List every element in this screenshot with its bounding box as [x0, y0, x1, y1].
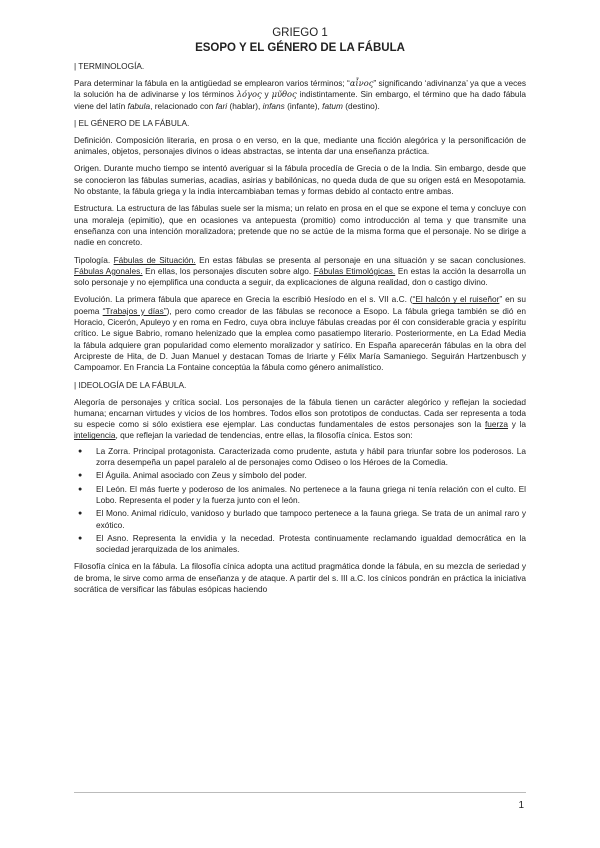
greek-term: μῦθος	[271, 89, 297, 100]
greek-term: λόγος	[236, 89, 262, 100]
character-list	[74, 446, 526, 556]
paragraph-alegoria: Alegoría de personajes y crítica social. Los personajes de la fábula tienen un carácter alegórico y reflejan la sociedad humana; encarnan virtudes y vicios de los hombres. Todos ellos son prototipos de conductas. Cada ser representa a toda su especie como si sólo existiera ese ejemplar. Las conductas fundamentales de estos personajes son la fuerza y la inteligencia, que reflejan la variedad de tendencias, entre ellas, la filosofía cínica. Estos son:	[74, 396, 527, 441]
document-page	[74, 26, 526, 595]
list-item: ● La Zorra. Principal protagonista. Caracterizada como prudente, astuta y hábil para triunfar sobre los poderosos. La zorra desempeña un papel paralelo al de personajes como Odiseo o los Héroes de la Comedia.	[74, 446, 526, 469]
section-heading-genero: | EL GÉNERO DE LA FÁBULA.	[74, 117, 190, 128]
list-item: ● El Águila. Animal asociado con Zeus y símbolo del poder.	[74, 470, 526, 481]
paragraph-filosofia-cinica: Filosofía cínica en la fábula. La filosofía cínica adopta una actitud pragmática donde la fábula, en su mezcla de seriedad y de broma, le sirve como arma de enseñanza y de ataque. A partir del s. III a.C. los cínicos pondrán en práctica la iniciativa socrática de versificar las fábulas esópicas haciendo	[74, 561, 526, 594]
course-header: GRIEGO 1	[272, 27, 328, 39]
list-item: ● El Asno. Representa la envidia y la necedad. Protesta continuamente reclamando igualdad democrática en la sociedad jerarquizada de los animales.	[74, 533, 526, 556]
list-item: ● El Mono. Animal ridículo, vanidoso y burlado que tampoco pertenece a la fauna griega. Se trata de un animal raro y exótico.	[74, 508, 526, 531]
section-heading-terminologia: | TERMINOLOGÍA.	[74, 61, 145, 71]
paragraph-definicion: Definición. Composición literaria, en prosa o en verso, en la que, mediante una ficción alegórica y la personificación de animales, objetos, personajes divinos o ideas abstractas, se intenta dar una enseñanza práctica.	[74, 134, 526, 157]
section-heading-ideologia: | IDEOLOGÍA DE LA FÁBULA.	[74, 379, 187, 390]
page-title: ESOPO Y EL GÉNERO DE LA FÁBULA	[195, 42, 405, 54]
greek-term: αἶνος	[349, 78, 374, 88]
paragraph-tipologia: Tipología. Fábulas de Situación. En estas fábulas se presenta al personaje en una situación y se sacan conclusiones. Fábulas Agonales. En ellas, los personajes discuten sobre algo. Fábulas Etimológicas. En estas la acción la desarrolla un solo personaje y no ejemplifica una conducta a seguir, da explicaciones de alguna realidad, don o castigo divino.	[74, 254, 526, 288]
paragraph-evolucion: Evolución. La primera fábula que aparece en Grecia la escribió Hesíodo en el s. VII a.C. (“El halcón y el ruiseñor” en su poema “Trabajos y días”), pero como creador de las fábulas se reconoce a Esopo. La fábula griega también se dió en Horacio, Cicerón, Apuleyo y en roma en Fedro, cuya obra incluye fábulas creadas por él con considerable gracia y espíritu crítico. Le sigue Babrio, romano helenizado que la emplea como pasatiempo literario. Posteriormente, en La Edad Media la fábula adquiere gran popularidad como elemento moralizador y satírico. En España aparecerán fábulas en la obra del Arcipreste de Hita, de D. Juan Manuel y destacan Tomas de Iriarte y Félix María Samaniego. Seguirán Hartzenbusch y Campoamor. En Francia La Fontaine conceptúa la fábula como género animalístico.	[74, 294, 526, 373]
paragraph-origen: Origen. Durante mucho tiempo se intentó averiguar si la fábula procedía de Grecia o de la India. Sin embargo, desde que se conocieron las fábulas sumerias, acadias, asirias y babilónicas, no queda duda de que su origen está en Mesopotamia. No obstante, la fábula griega y la india intercambiaban temas y formas debido al contacto entre ambas.	[74, 163, 526, 197]
page-number: 1	[518, 800, 524, 811]
paragraph-terminologia: Para determinar la fábula en la antigüedad se emplearon varios términos; “αἶνος” significando ‘adivinanza’ ya que a veces la solución ha de adivinarse y los términos λόγος y μῦθος indistintamente. Sin embargo, el término que ha dado fábula viene del latín fabula, relacionado con fari (hablar), infans (infante), fatum (destino).	[74, 78, 526, 111]
paragraph-estructura: Estructura. La estructura de las fábulas suele ser la misma; un relato en prosa en el que se expone el tema y concluye con una moraleja (epimitio), que en ocasiones va antepuesta (promitio) como introducción al tema y que transmite una enseñanza con una intención moralizadora; pretende que no se actúe de la misma forma que el personaje. No se dirige a nadie en concreto.	[74, 203, 526, 248]
footer-divider	[74, 792, 526, 793]
list-item: ● El León. El más fuerte y poderoso de los animales. No pertenece a la fauna griega ni tenía relación con el culto. El Lobo. Representa el poder y la fuerza junto con el león.	[74, 484, 526, 507]
